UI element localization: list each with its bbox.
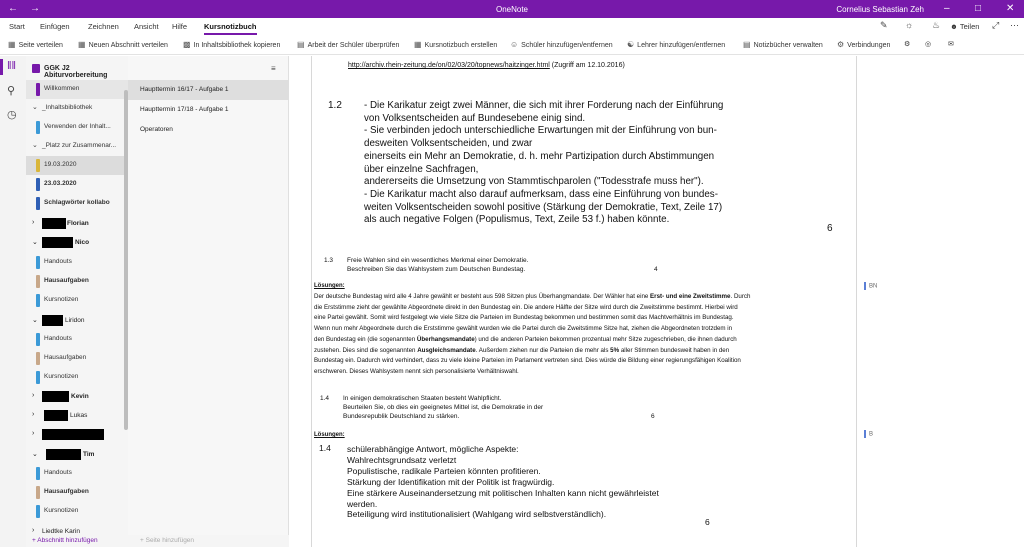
bottom-bar [26,535,289,547]
tab-einfuegen[interactable]: Einfügen [40,22,70,31]
solution-keyword: 5% [610,346,620,354]
solution-line: Stärkung der Identifikation mit der Politik ist fragwürdig. [347,477,555,487]
section-label: Handouts [44,335,72,342]
redacted-name [42,429,104,440]
section-kursnotizen[interactable] [26,368,128,387]
answer-line: als auch negative Folgen (Populismus, Text, Zeile 53 f.) haben könnte. [364,214,670,226]
settings-icon[interactable]: ⚙ [904,41,911,48]
section-color [36,197,40,210]
add-section-button[interactable]: + Abschnitt hinzufügen [32,537,98,544]
redacted-name [42,391,69,402]
section-label: Hausaufgaben [44,488,89,495]
distribute-page-icon: ▦ [8,40,16,49]
student-group-liridon[interactable] [26,311,128,331]
solution-text: den Bundestag ein (die sogenannten [314,335,417,343]
tag-label: BN [869,283,878,290]
menu-bar [0,18,1024,35]
solution-line [314,357,741,364]
verbindungen-button[interactable] [837,40,890,49]
answer-line: von Volksentscheiden auf Bundesebene einig sind. [364,112,586,124]
create-notebook-icon: ▦ [414,40,422,49]
tag-marker [864,282,866,290]
bell-icon[interactable]: ♨ [932,20,941,30]
task-number: 1.2 [328,100,342,111]
solution-keyword: Erst- und eine Zweitstimme [650,293,731,300]
sections-pane [26,56,128,547]
chevron-down-icon: ⌄ [32,239,38,246]
section-color [36,505,40,518]
section-color [36,371,40,384]
student-group-lukas[interactable] [26,406,128,426]
solution-text: die Erststimme zieht der gewählte Abgeordnete direkt in den Bundestag ein. Die andere Hälfte der Sitze wird durch die Zweitstimme bestimmt. Hierbei wird [314,303,738,311]
lehrer-hinzufuegen-label: Lehrer hinzufügen/entfernen [637,42,726,49]
seite-verteilen-button[interactable] [8,40,63,49]
student-group-last[interactable] [26,522,128,534]
task-points: 4 [654,266,658,273]
pages-pane [128,56,289,547]
tag-label: B [869,431,874,438]
section-label: Kursnotizen [44,373,79,380]
page-item[interactable] [128,120,289,140]
section-label: Schlagwörter kollabo [44,199,110,206]
redacted-name [42,237,73,248]
chevron-down-icon: ⌄ [32,104,38,111]
connections-gear-icon: ⚙ [837,40,845,49]
section-color [36,486,40,499]
answer-line: andererseits die Umsetzung von Stammtischparolen ("Todesstrafe muss her"). [364,176,704,188]
section-group-inhaltsbibliothek[interactable] [26,99,128,118]
canvas-scrollbar[interactable] [1016,56,1024,547]
solution-line: Wahlrechtsgrundsatz verletzt [347,455,457,465]
answer-line: - Die Karikatur zeigt zwei Männer, die sich mit ihrer Forderung nach der Einführung [364,100,724,111]
navigation-rail [0,56,26,547]
page-canvas[interactable] [289,56,1024,547]
review-work-icon: ▤ [297,40,305,49]
page-title: Haupttermin 17/18 - Aufgabe 1 [140,106,229,113]
verbindungen-label: Verbindungen [847,42,891,49]
chevron-right-icon: › [32,430,35,437]
page-item[interactable] [128,100,289,120]
section-color [36,333,40,346]
section-color [36,275,40,288]
maximize-icon[interactable]: □ [975,3,982,14]
task-points: 6 [827,223,833,234]
solution-line [314,314,734,321]
task-number: 1.4 [319,443,331,453]
section-label: 19.03.2020 [44,161,77,168]
student-name: Lukas [70,412,88,419]
chevron-right-icon: › [32,411,35,418]
chevron-right-icon: › [32,392,35,399]
solution-text: zustehen. Dies sind die sogenannten [314,346,418,354]
section-color [36,83,40,96]
notizbuecher-verwalten-label: Notizbücher verwalten [753,42,823,49]
teacher-icon: ☯ [627,40,635,49]
section-19-03-2020[interactable] [26,156,128,175]
task-points: 6 [651,413,655,420]
user-name[interactable]: Cornelius Sebastian Zeh [836,5,924,14]
section-hausaufgaben[interactable] [26,272,128,291]
kursnotizbuch-erstellen-button[interactable] [414,40,497,49]
section-handouts[interactable] [26,330,128,349]
task-number: 1.3 [324,257,334,264]
add-page-button[interactable]: + Seite hinzufügen [140,537,195,544]
section-color [36,352,40,365]
tab-start[interactable]: Start [9,22,25,31]
section-hausaufgaben[interactable] [26,483,128,502]
solution-line: Beteiligung wird institutionalisiert (Wahlgang wird selbstverständlich). [347,509,607,519]
section-kursnotizen[interactable] [26,502,128,521]
solution-line [314,336,737,343]
chevron-right-icon: › [32,219,35,226]
solution-line: Populistische, radikale Parteien könnten profitieren. [347,466,541,476]
task-question-line: Bundesrepublik Deutschland zu stärken. [343,413,460,420]
student-group-nico[interactable] [26,233,128,253]
tab-ansicht[interactable]: Ansicht [134,22,159,31]
solution-line [314,368,519,375]
tab-hilfe[interactable]: Hilfe [172,22,188,31]
redacted-name [42,315,63,326]
chevron-right-icon: › [32,527,35,534]
student-group-florian[interactable] [26,214,128,234]
solution-text: Wenn nun mehr Abgeordnete durch die Erststimme gewählt wurden wie die Partei durch die Zweitstimme Sitze hat, ziehen die Abgeordneten trotzdem in [314,325,733,333]
solution-keyword: Überhangsmandate [416,335,475,343]
task-number: 1.4 [320,395,330,402]
loesungen-heading: Lösungen: [314,432,345,438]
share-icon: ☻ [950,22,960,31]
section-label: 23.03.2020 [44,180,77,187]
distribute-section-icon: ▦ [78,40,86,49]
share-label: Teilen [959,22,980,31]
arbeit-ueberpruefen-button[interactable] [297,40,399,49]
student-name: Nico [75,239,90,246]
chevron-down-icon: ⌄ [32,451,38,458]
title-bar [0,0,1024,18]
source-access-note: (Zugriff am 12.10.2016) [549,62,625,69]
answer-line: weiten Volksentscheiden sowohl positive (Stärkung der Demokratie, Text, Zeile 17) [364,201,723,213]
section-label: Verwenden der Inhalt... [44,123,111,130]
task-question-line: Beurteilen Sie, ob dies ein geeignetes Mittel ist, die Demokratie in der [343,404,544,411]
neuen-abschnitt-verteilen-label: Neuen Abschnitt verteilen [88,42,168,49]
section-label: Willkommen [44,85,80,92]
add-section-label: Abschnitt hinzufügen [37,537,98,544]
task-question-line: Beschreiben Sie das Wahlsystem zum Deutschen Bundestag. [347,266,526,273]
student-name: Florian [67,220,89,227]
solution-keyword: Ausgleichsmandate [417,346,476,354]
section-handouts[interactable] [26,253,128,272]
solution-text: Der deutsche Bundestag wird alle 4 Jahre gewählt er besteht aus 598 Sitzen plus Überhangmandate. Der Wähler hat eine [314,293,651,300]
sort-icon[interactable]: ≡ [271,64,276,73]
section-label: Kursnotizen [44,296,79,303]
solution-line: werden. [347,499,378,509]
tab-kursnotizbuch[interactable]: Kursnotizbuch [204,22,257,35]
neuen-abschnitt-verteilen-button[interactable] [78,40,168,49]
task-question-line: In einigen demokratischen Staaten besteht Wahlpflicht. [343,395,502,402]
clock-icon[interactable]: ◷ [7,109,17,121]
section-verwenden[interactable] [26,118,128,137]
more-options-icon[interactable]: ⋯ [1010,20,1019,30]
feedback-icon[interactable]: ✉ [948,41,954,48]
student-name: Liedtke Karin [42,528,80,534]
notebook-picker[interactable] [26,56,128,82]
solution-line [314,304,738,311]
fullscreen-icon[interactable]: ⤢ [992,20,1000,30]
solution-line [314,293,750,300]
answer-line: einerseits ein Mehr an Demokratie, d. h. mehr Partizipation durch Abstimmungen [364,150,715,162]
solution-text: aller Stimmen bundesweit haben in den [619,346,730,354]
source-reference [348,62,625,69]
notebooks-icon[interactable]: ‖‖ [7,60,17,72]
section-schlagwoerter[interactable] [26,194,128,213]
section-label: Kursnotizen [44,507,79,514]
schueler-hinzufuegen-label: Schüler hinzufügen/entfernen [521,42,613,49]
answer-line: - Sie verbinden jedoch unterschiedliche Erwartungen mit der Einführung von bun- [364,125,717,137]
solution-text: . Außerdem ziehen nur die Parteien die mehr als [475,346,611,354]
solution-text: ) und die anderen Parteien bekommen prozentual mehr Sitze zugeschrieben, die ihnen dadurch [474,335,737,343]
page-title: Operatoren [140,126,173,133]
notebook-name: GGK J2 Abiturvorbereitung [44,65,108,79]
section-group-platz[interactable] [26,137,128,156]
note-tag[interactable] [864,282,877,290]
kursnotizbuch-erstellen-label: Kursnotizbuch erstellen [424,42,498,49]
solution-line: Eine stärkere Auseinandersetzung mit politischen Inhalten kann nicht gewährleistet [347,488,659,498]
section-willkommen[interactable] [26,80,128,99]
solution-line [314,347,729,354]
close-icon[interactable]: ✕ [1006,3,1015,14]
arbeit-ueberpruefen-label: Arbeit der Schüler überprüfen [307,42,400,49]
app-title: OneNote [495,5,529,14]
solution-text: . Durch [730,293,751,300]
section-handouts[interactable] [26,464,128,483]
section-group-label: _Inhaltsbibliothek [42,104,93,111]
notizbuecher-verwalten-button[interactable] [743,40,823,49]
answer-line: über einzelne Sachfragen, [364,163,479,175]
loesungen-heading: Lösungen: [314,283,345,289]
solution-text: erschweren. Dieses Wahlsystem nennt sich personalisierte Verhältniswahl. [314,367,519,375]
add-page-label: Seite hinzufügen [145,537,195,544]
section-kursnotizen[interactable] [26,291,128,310]
section-color [36,159,40,172]
back-arrow-icon[interactable]: ← [8,3,18,14]
section-color [36,256,40,269]
lightbulb-icon[interactable]: ☼ [905,20,914,30]
chevron-down-icon: ⌄ [32,317,38,324]
ribbon [0,35,1024,55]
solution-line: schülerabhängige Antwort, mögliche Aspekte: [347,444,519,454]
redacted-name [44,410,68,421]
notebook-icon [32,64,40,73]
section-hausaufgaben[interactable] [26,349,128,368]
section-label: Handouts [44,469,72,476]
section-label: Hausaufgaben [44,354,87,361]
manage-notebooks-icon: ▤ [743,40,751,49]
student-group-redacted[interactable] [26,425,128,445]
lehrer-hinzufuegen-button[interactable] [627,40,725,49]
solution-text: Bundestag ein. Dadurch wird verhindert, dass zu viele kleine Parteien im Parlament vertreten sind. Dies würde die Bildung einer regierungsfähigen Koalition [314,357,741,365]
section-group-label: _Platz zur Zusammenar... [42,142,117,149]
page-title: Haupttermin 16/17 - Aufgabe 1 [140,86,229,93]
task-points: 6 [705,517,710,527]
student-group-tim[interactable] [26,445,128,465]
task-question-line: Freie Wahlen sind ein wesentliches Merkmal einer Demokratie. [347,257,529,264]
answer-line: desweiten Volksentscheiden, und zwar [364,138,533,150]
solution-text: eine Partei gewählt. Somit wird festgelegt wie viele Sitze die Parteien im Bundestag bekommen und bestimmen somit das Machtverhältnis im Bundestag. [314,314,734,322]
section-label: Handouts [44,258,72,265]
search-icon[interactable]: ⚲ [7,85,16,97]
source-link[interactable]: http://archiv.rhein-zeitung.de/on/02/03/20/topnews/haitzinger.html [348,62,550,69]
student-name: Kevin [71,393,89,400]
section-label: Hausaufgaben [44,277,89,284]
forward-arrow-icon[interactable]: → [30,3,40,14]
student-name: Liridon [65,317,85,324]
student-group-kevin[interactable] [26,387,128,407]
rail-selection-indicator [0,59,3,75]
redacted-name [42,218,66,229]
notebook-sync-icon[interactable]: ✎ [880,20,888,30]
inhaltsbibliothek-kopieren-button[interactable] [183,40,280,49]
section-color [36,294,40,307]
copy-library-icon: ▩ [183,40,191,49]
tab-zeichnen[interactable]: Zeichnen [88,22,119,31]
page-item[interactable] [128,80,289,100]
student-name: Tim [83,451,95,458]
note-tag[interactable] [864,430,873,438]
share-button[interactable] [950,22,979,31]
redacted-name [46,449,81,460]
inhaltsbibliothek-kopieren-label: In Inhaltsbibliothek kopieren [193,42,281,49]
seite-verteilen-label: Seite verteilen [18,42,63,49]
section-color [36,467,40,480]
schueler-hinzufuegen-button[interactable] [510,40,613,49]
student-icon: ☺ [510,40,519,49]
section-color [36,178,40,191]
minimize-icon[interactable]: – [944,3,950,14]
solution-line [314,325,732,332]
tag-marker [864,430,866,438]
chevron-down-icon: ⌄ [32,142,38,149]
section-color [36,121,40,134]
globe-icon[interactable]: ◎ [925,41,932,48]
section-23-03-2020[interactable] [26,175,128,194]
answer-line: - Die Karikatur macht also darauf aufmerksam, dass eine Einführung von bundes- [364,188,718,200]
